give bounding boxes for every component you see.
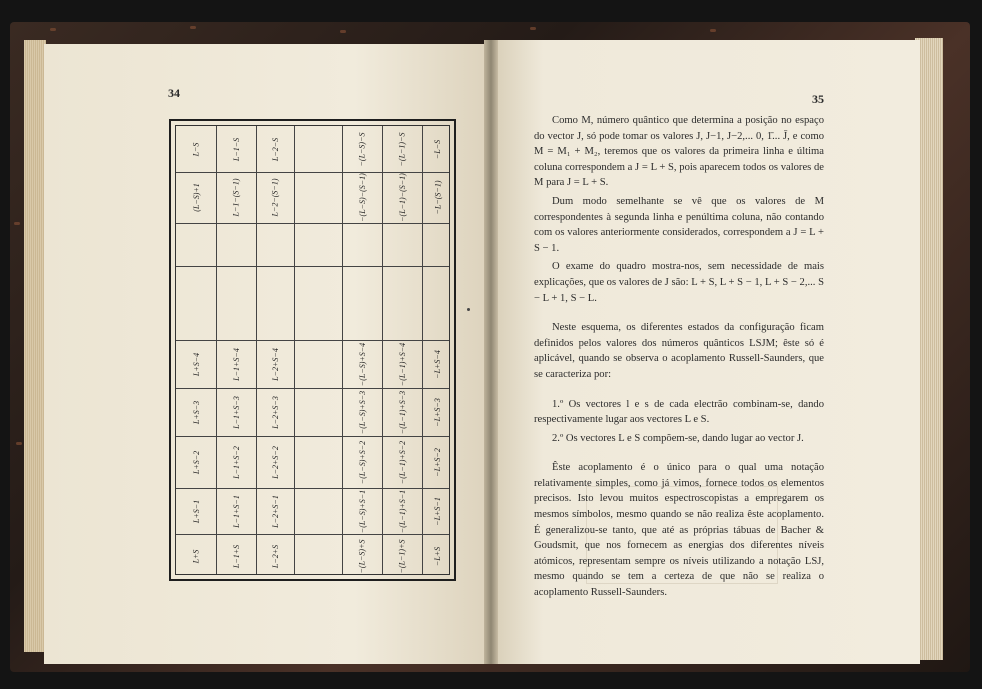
table-cell: L−1+S	[231, 544, 241, 568]
cover-texture	[16, 442, 22, 445]
table-column-rule	[216, 126, 217, 574]
table-column-rule	[382, 126, 383, 574]
table-cell: L−2+S−3	[270, 395, 280, 429]
left-page-number: 34	[168, 86, 180, 100]
table-cell: L−1+S−3	[231, 395, 241, 429]
table-cell: −L+S−4	[432, 349, 442, 379]
cover-texture	[710, 29, 716, 32]
table-cell: L−1−(S−1)	[231, 178, 241, 217]
table-column-rule	[342, 126, 343, 574]
table-cell: L−2+S−1	[270, 494, 280, 528]
paragraph: Dum modo semelhante se vê que os valores de M correspondentes à segunda linha e penúltima coluna, não contando com os valores anteriormente considerados, correspondem a J = L + S − 1.	[534, 195, 824, 254]
table-cell: L−1+S−4	[231, 347, 241, 381]
table-row-rule	[176, 223, 449, 224]
table-cell: −(L−1)+S−2	[397, 440, 407, 484]
table-cell: L+S−3	[191, 400, 201, 424]
table-cell: L+S−4	[191, 352, 201, 376]
table-cell: (L−S)+1	[191, 183, 201, 212]
book-gutter	[484, 40, 498, 664]
table-cell: −L−(S−1)	[432, 180, 442, 215]
table-cell: L−2+S	[270, 544, 280, 568]
table-cell: L−S	[191, 142, 201, 156]
table-cell: −(L−S)+S	[357, 539, 367, 573]
table-column-rule	[256, 126, 257, 574]
table-cell: L−2−S	[270, 137, 280, 161]
table-cell: −(L−S)+S−2	[357, 440, 367, 484]
table-cell: −(L−1)+S	[397, 539, 407, 573]
list-item: 1.º Os vectores l e s de cada electrão combinam-se, dando respectivamente lugar aos vectores L e S.	[534, 398, 824, 426]
table-cell: −L−S	[433, 139, 443, 159]
stray-mark	[467, 308, 470, 311]
table-cell: L+S−2	[191, 450, 201, 474]
quantum-number-table	[169, 119, 456, 581]
cover-texture	[340, 30, 346, 33]
paragraph: Êste acoplamento é o único para o qual uma notação relativamente simples, como já vimos, fornece todos os elementos precisos. Isto levou muitos espectroscopistas a empregarem os mesmos símbolos, mesmo quando se não realiza êste acoplamento. É generalizou-se tanto, que até as próprias tábuas de Bacher & Goudsmit, que nos fornecem as energias dos diferentes níveis atómicos, representam sempre os níveis utilizando a notação LSJ, mesmo quando se tem a certeza de que não se realiza o acoplamento Russell-Saunders.	[534, 462, 824, 599]
table-cell: −L+S−3	[432, 397, 442, 427]
table-cell: −L+S−2	[432, 447, 442, 477]
table-row-rule	[176, 534, 449, 535]
paragraph: Neste esquema, os diferentes estados da configuração ficam definidos pelos valores dos números quânticos LSJM; êste só é aplicável, quando se observa o acoplamento Russell-Saunders, que se caracteriza por:	[534, 322, 824, 380]
table-cell: L+S	[191, 549, 201, 563]
table-cell: −L+S−1	[432, 496, 442, 526]
cover-texture	[190, 26, 196, 29]
table-row-rule	[176, 388, 449, 389]
right-page-number: 35	[812, 92, 824, 106]
table-cell: −(L−S)−(S−1)	[357, 173, 367, 222]
table-cell: L−1−S	[231, 137, 241, 161]
table-column-rule	[422, 126, 423, 574]
table-cell: L−1+S−1	[231, 494, 241, 528]
table-cell: −L+S	[433, 546, 443, 566]
table-column-rule	[294, 126, 295, 574]
table-cell: −(L−1)−S	[397, 132, 407, 166]
cover-texture	[14, 222, 20, 225]
table-cell: −(L−1)+S−4	[397, 342, 407, 386]
table-cell: −(L−S)+S−1	[357, 489, 367, 533]
table-row-rule	[176, 172, 449, 173]
table-cell: −(L−S)−S	[357, 132, 367, 166]
table-cell: −(L−S)+S−3	[357, 390, 367, 434]
table-cell: L−2+S−2	[270, 445, 280, 479]
right-page-body	[534, 113, 824, 604]
table-row-rule	[176, 488, 449, 489]
table-grid	[175, 125, 450, 575]
table-row-rule	[176, 340, 449, 341]
table-cell: −(L−1)+S−1	[397, 489, 407, 533]
list-item: 2.º Os vectores L e S compõem-se, dando lugar ao vector J.	[552, 432, 804, 444]
paragraph: O exame do quadro mostra-nos, sem necessidade de mais explicações, que os valores de J são: L + S, L + S − 1, L + S − 2,... S − L + 1, S − L.	[534, 261, 824, 304]
cover-texture	[50, 28, 56, 31]
table-cell: L+S−1	[191, 499, 201, 523]
table-cell: −(L−1)+S−3	[397, 390, 407, 434]
table-cell: L−2−(S−1)	[270, 178, 280, 217]
left-page-edges	[24, 40, 46, 652]
table-row-rule	[176, 266, 449, 267]
table-row-rule	[176, 436, 449, 437]
table-cell: L−2+S−4	[270, 347, 280, 381]
table-cell: L−1+S−2	[231, 445, 241, 479]
table-cell: −(L−S)+S−4	[357, 342, 367, 386]
table-cell: −(L−1)−(S−1)	[397, 173, 407, 222]
paragraph: Como M, número quântico que determina a posição no espaço do vector J, só pode tomar os valores J, J−1, J−2,... 0, 1̄... J̄, e como M = M₁ + M₂, teremos que os valores da primeira linha e última coluna correspondem a J = L + S, pois aparecem todos os valores de M para J = L + S.	[534, 115, 824, 189]
cover-texture	[530, 27, 536, 30]
